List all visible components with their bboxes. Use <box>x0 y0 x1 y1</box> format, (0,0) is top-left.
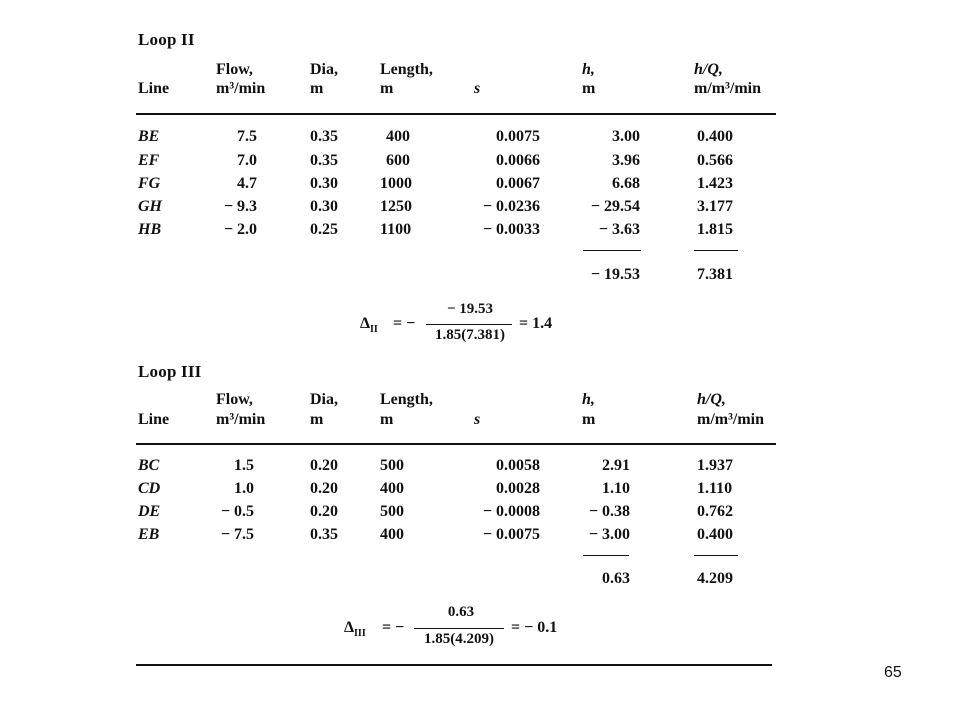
header-rule <box>136 113 776 115</box>
row-s: − 0.0033 <box>482 221 540 238</box>
equals-minus: = − <box>393 315 416 332</box>
row-length: 400 <box>380 480 404 497</box>
row-flow: − 9.3 <box>223 198 257 215</box>
row-length: 1100 <box>380 221 412 238</box>
row-flow: − 2.0 <box>223 221 257 238</box>
row-dia: 0.20 <box>310 480 338 497</box>
row-line: CD <box>138 480 161 497</box>
row-dia: 0.25 <box>310 221 338 238</box>
row-s: − 0.0075 <box>482 526 540 543</box>
header-length-1: Length, <box>380 391 433 408</box>
row-dia: 0.35 <box>310 526 338 543</box>
header-length-2: m <box>380 411 394 428</box>
row-h: 6.68 <box>612 175 640 192</box>
denominator: 1.85(4.209) <box>424 631 494 647</box>
row-hq: 1.937 <box>697 457 733 474</box>
row-line: DE <box>138 503 161 520</box>
row-flow: − 7.5 <box>220 526 254 543</box>
equals-minus: = − <box>382 619 405 636</box>
total-h: − 19.53 <box>590 266 640 283</box>
sum-rule-hq <box>694 250 738 251</box>
row-h: − 3.00 <box>588 526 630 543</box>
header-hq-1: h/Q, <box>694 61 723 78</box>
header-length-1: Length, <box>380 61 433 78</box>
sum-rule-h <box>583 250 641 251</box>
row-flow: − 0.5 <box>220 503 254 520</box>
total-h: 0.63 <box>602 570 630 587</box>
result: = − 0.1 <box>511 619 558 636</box>
sum-rule-h <box>583 555 629 556</box>
row-flow: 1.0 <box>234 480 254 497</box>
row-s: − 0.0008 <box>482 503 540 520</box>
result: = 1.4 <box>519 315 553 332</box>
denominator: 1.85(7.381) <box>435 327 505 343</box>
row-flow: 4.7 <box>237 175 257 192</box>
numerator: − 19.53 <box>446 301 494 317</box>
fraction-bar <box>426 324 512 325</box>
header-line: Line <box>138 411 170 428</box>
row-hq: 0.400 <box>697 526 733 543</box>
page-number: 65 <box>884 664 902 681</box>
header-flow-1: Flow, <box>216 391 253 408</box>
total-hq: 7.381 <box>697 266 733 283</box>
row-length: 1000 <box>380 175 412 192</box>
row-hq: 1.110 <box>697 480 733 497</box>
row-length: 600 <box>386 152 410 169</box>
row-s: 0.0067 <box>496 175 540 192</box>
header-rule <box>136 443 776 445</box>
row-line: EF <box>138 152 160 169</box>
row-hq: 0.566 <box>697 152 733 169</box>
delta-symbol: $\Delta_{III}$ <box>344 619 366 640</box>
header-s: s <box>474 80 481 97</box>
row-dia: 0.35 <box>310 128 338 145</box>
row-s: 0.0058 <box>496 457 540 474</box>
row-line: FG <box>138 175 161 192</box>
row-s: 0.0066 <box>496 152 540 169</box>
header-dia-2: m <box>310 80 324 97</box>
row-flow: 7.5 <box>237 128 257 145</box>
row-hq: 0.400 <box>697 128 733 145</box>
row-hq: 0.762 <box>697 503 733 520</box>
row-s: 0.0028 <box>496 480 540 497</box>
header-hq-2: m/m³/min <box>697 411 765 428</box>
row-line: EB <box>138 526 160 543</box>
row-dia: 0.20 <box>310 457 338 474</box>
row-h: 1.10 <box>602 480 630 497</box>
loop-title: Loop II <box>138 30 195 49</box>
row-h: − 0.38 <box>588 503 630 520</box>
row-h: 3.96 <box>612 152 640 169</box>
row-dia: 0.30 <box>310 198 338 215</box>
row-length: 500 <box>380 503 404 520</box>
row-length: 1250 <box>380 198 412 215</box>
row-hq: 3.177 <box>697 198 733 215</box>
loop-title: Loop III <box>138 362 202 381</box>
row-dia: 0.30 <box>310 175 338 192</box>
header-s: s <box>474 411 481 428</box>
row-s: − 0.0236 <box>482 198 540 215</box>
row-line: BE <box>138 128 160 145</box>
numerator: 0.63 <box>447 604 475 620</box>
header-flow-2: m³/min <box>216 80 266 97</box>
row-line: GH <box>138 198 162 215</box>
header-flow-2: m³/min <box>216 411 266 428</box>
row-h: 3.00 <box>612 128 640 145</box>
header-hq-1: h/Q, <box>697 391 726 408</box>
row-h: − 3.63 <box>598 221 640 238</box>
row-hq: 1.815 <box>697 221 733 238</box>
row-line: HB <box>138 221 162 238</box>
header-hq-2: m/m³/min <box>694 80 762 97</box>
row-dia: 0.35 <box>310 152 338 169</box>
total-hq: 4.209 <box>697 570 733 587</box>
row-s: 0.0075 <box>496 128 540 145</box>
row-h: 2.91 <box>602 457 630 474</box>
row-length: 400 <box>386 128 410 145</box>
header-dia-1: Dia, <box>310 391 338 408</box>
header-h-2: m <box>582 411 596 428</box>
header-flow-1: Flow, <box>216 61 253 78</box>
row-length: 500 <box>380 457 404 474</box>
row-line: BC <box>138 457 160 474</box>
header-dia-1: Dia, <box>310 61 338 78</box>
row-flow: 7.0 <box>237 152 257 169</box>
header-dia-2: m <box>310 411 324 428</box>
row-hq: 1.423 <box>697 175 733 192</box>
row-h: − 29.54 <box>590 198 640 215</box>
fraction-bar <box>414 628 504 629</box>
sum-rule-hq <box>694 555 738 556</box>
header-line: Line <box>138 80 170 97</box>
row-dia: 0.20 <box>310 503 338 520</box>
bottom-rule <box>136 664 772 666</box>
delta-symbol: $\Delta_{II}$ <box>360 315 378 336</box>
row-length: 400 <box>380 526 404 543</box>
header-h-1: h, <box>582 391 595 408</box>
row-flow: 1.5 <box>234 457 254 474</box>
header-h-2: m <box>582 80 596 97</box>
header-length-2: m <box>380 80 394 97</box>
header-h-1: h, <box>582 61 595 78</box>
